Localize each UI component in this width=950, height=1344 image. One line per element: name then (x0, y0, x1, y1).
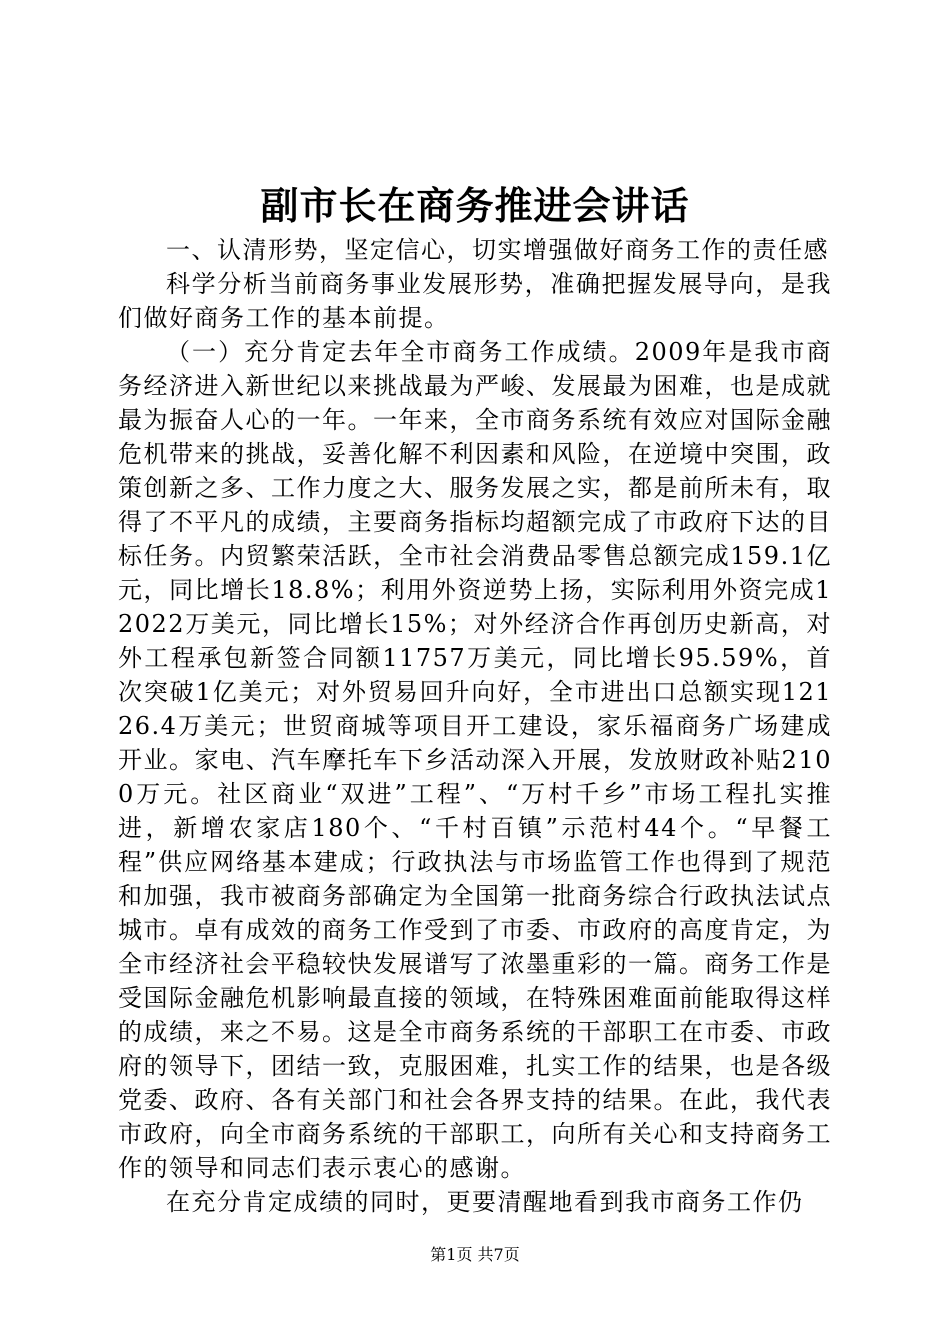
page-title: 副市长在商务推进会讲话 (260, 184, 690, 228)
paragraph-continuation: 在充分肯定成绩的同时，更要清醒地看到我市商务工作仍 (166, 1188, 804, 1216)
document-body (118, 233, 832, 1219)
paragraph-achievements: （一）充分肯定去年全市商务工作成绩。2009年是我市商务经济进入新世纪以来挑战最为严峻、发展最为困难，也是成就最为振奋人心的一年。一年来，全市商务系统有效应对国际金融危机带来的挑战，妥善化解不利因素和风险，在逆境中突围，政策创新之多、工作力度之大、服务发展之实，都是前所未有，取得了不平凡的成绩，主要商务指标均超额完成了市政府下达的目标任务。内贸繁荣活跃，全市社会消费品零售总额完成159.1亿元，同比增长18.8%；利用外资逆势上扬，实际利用外资完成12022万美元，同比增长15%；对外经济合作再创历史新高，对外工程承包新签合同额11757万美元，同比增长95.59%，首次突破1亿美元；对外贸易回升向好，全市进出口总额实现12126.4万美元；世贸商城等项目开工建设，家乐福商务广场建成开业。家电、汽车摩托车下乡活动深入开展，发放财政补贴2100万元。社区商业“双进”工程”、“万村千乡”市场工程扎实推进，新增农家店180个、“千村百镇”示范村44个。“早餐工程”供应网络基本建成；行政执法与市场监管工作也得到了规范和加强，我市被商务部确定为全国第一批商务综合行政执法试点城市。卓有成效的商务工作受到了市委、市政府的高度肯定，为全市经济社会平稳较快发展谱写了浓墨重彩的一篇。商务工作是受国际金融危机影响最直接的领域，在特殊困难面前能取得这样的成绩，来之不易。这是全市商务系统的干部职工在市委、市政府的领导下，团结一致，克服困难，扎实工作的结果，也是各级党委、政府、各有关部门和社会各界支持的结果。在此，我代表市政府，向全市商务系统的干部职工，向所有关心和支持商务工作的领导和同志们表示衷心的感谢。 (118, 338, 832, 1182)
page-number-footer: 第1页 共7页 (430, 1245, 520, 1264)
section-heading: 一、认清形势，坚定信心，切实增强做好商务工作的责任感 (166, 236, 829, 264)
paragraph-intro: 科学分析当前商务事业发展形势，准确把握发展导向，是我们做好商务工作的基本前提。 (118, 270, 832, 332)
